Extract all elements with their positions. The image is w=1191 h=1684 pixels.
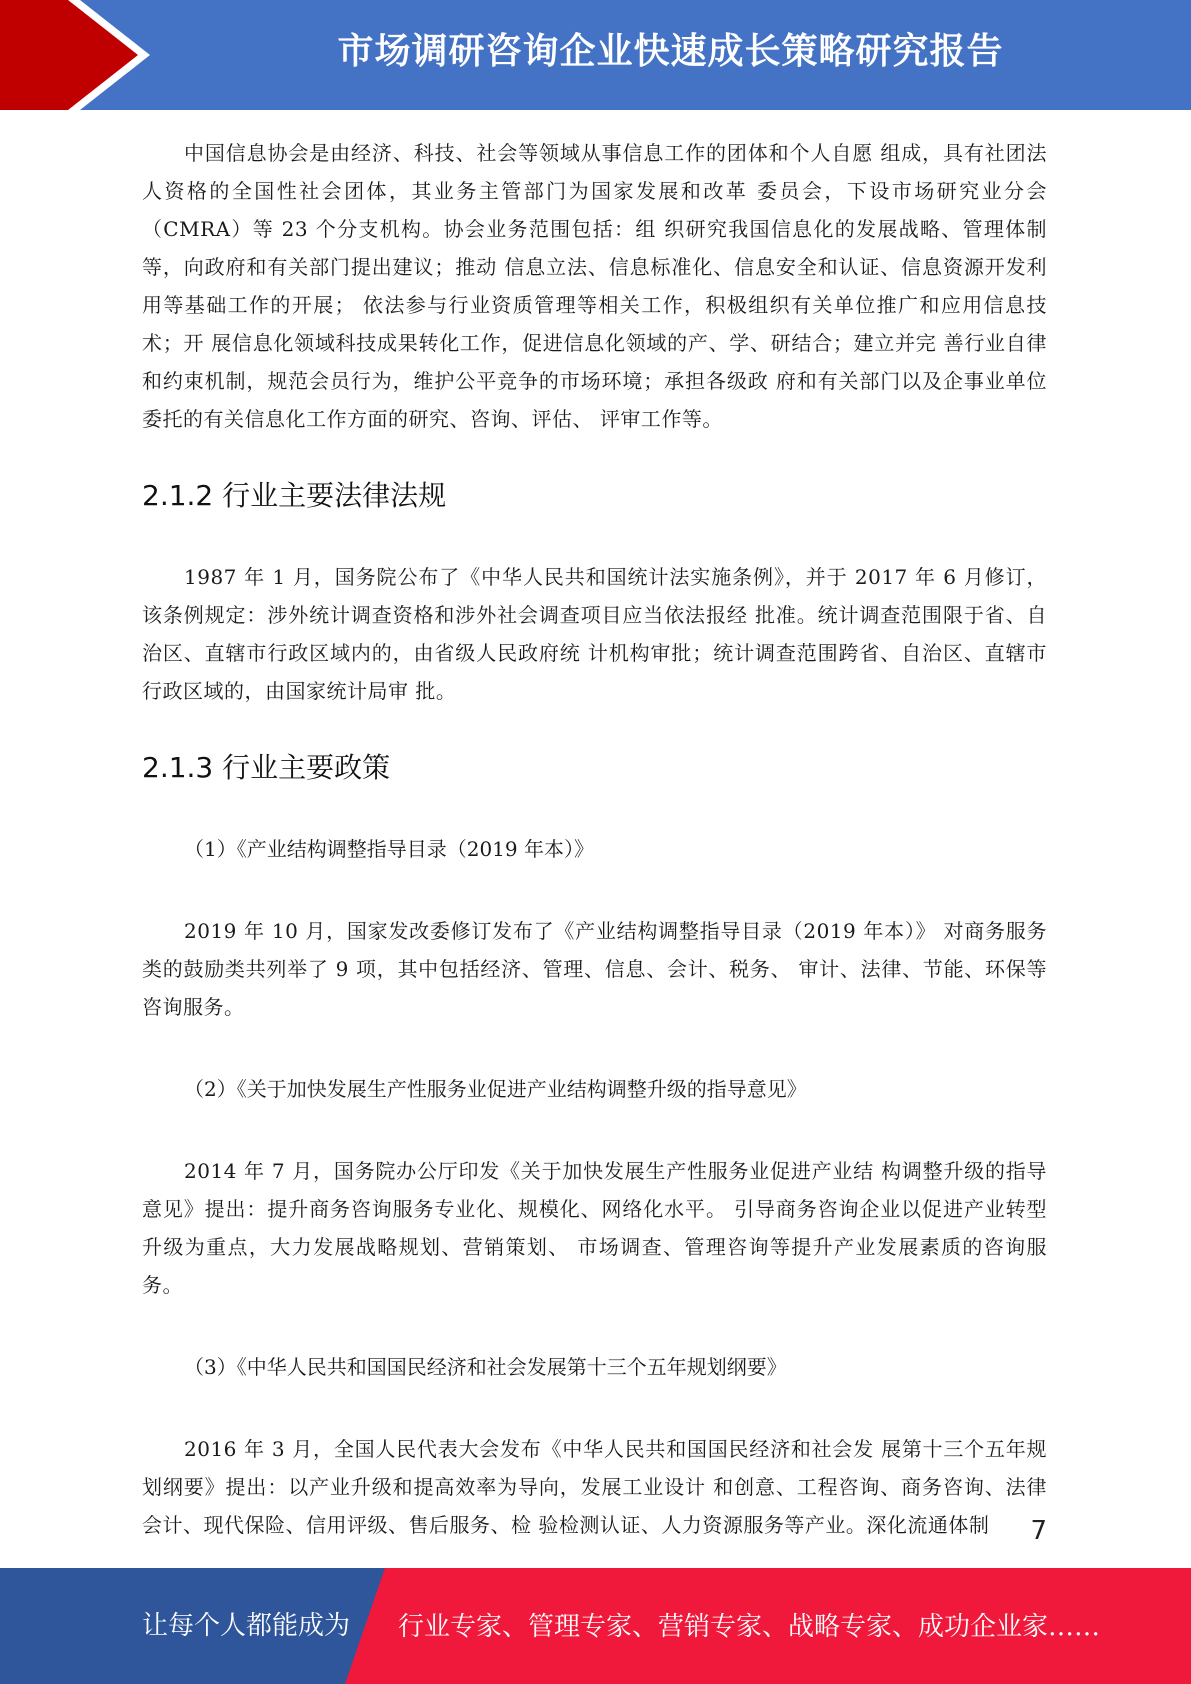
- laws-paragraph: 1987 年 1 月，国务院公布了《中华人民共和国统计法实施条例》，并于 2017 年 6 月修订，该条例规定：涉外统计调查资格和涉外社会调查项目应当依法报经 批准。统计调查范围限于省、自治区、直辖市行政区域内的，由省级人民政府统 计机构审批；统计调查范围跨省、自治区、直辖市行政区域的，由国家统计局审 批。: [142, 565, 1047, 703]
- footer-slogan-left: 让每个人都能成为: [142, 1611, 351, 1641]
- page-header: [0, 0, 1191, 110]
- section-heading-2-1-2: 2.1.2 行业主要法律法规: [142, 479, 447, 512]
- policy-item-paragraph: 2014 年 7 月，国务院办公厅印发《关于加快发展生产性服务业促进产业结 构调整升级的指导意见》提出：提升商务咨询服务专业化、规模化、网络化水平。 引导商务咨询企业以促进产业转型升级为重点，大力发展战略规划、营销策划、 市场调查、管理咨询等提升产业发展素质的咨询服务。: [142, 1159, 1047, 1297]
- header-chevron: [0, 0, 140, 110]
- policy-item-title: （3）《中华人民共和国国民经济和社会发展第十三个五年规划纲要》: [184, 1355, 787, 1379]
- policy-item-paragraph: 2019 年 10 月，国家发改委修订发布了《产业结构调整指导目录（2019 年本）》 对商务服务类的鼓励类共列举了 9 项，其中包括经济、管理、信息、会计、税务、 审计、法律、节能、环保等咨询服务。: [142, 919, 1047, 1019]
- intro-paragraph: 中国信息协会是由经济、科技、社会等领域从事信息工作的团体和个人自愿 组成，具有社团法人资格的全国性社会团体，其业务主管部门为国家发展和改革 委员会，下设市场研究业分会（CMRA）等 23 个分支机构。协会业务范围包括：组 织研究我国信息化的发展战略、管理体制等，向政府和有关部门提出建议；推动 信息立法、信息标准化、信息安全和认证、信息资源开发利用等基础工作的开展； 依法参与行业资质管理等相关工作，积极组织有关单位推广和应用信息技术；开 展信息化领域科技成果转化工作，促进信息化领域的产、学、研结合；建立并完 善行业自律和约束机制，规范会员行为，维护公平竞争的市场环境；承担各级政 府和有关部门以及企事业单位委托的有关信息化工作方面的研究、咨询、评估、 评审工作等。: [142, 141, 1047, 431]
- policy-item-title: （1）《产业结构调整指导目录（2019 年本）》: [184, 837, 594, 861]
- document-body: [142, 134, 1047, 1544]
- section-heading-2-1-3: 2.1.3 行业主要政策: [142, 751, 391, 784]
- page-footer: [0, 1568, 1191, 1684]
- policy-item-paragraph: 2016 年 3 月，全国人民代表大会发布《中华人民共和国国民经济和社会发 展第十三个五年规划纲要》提出：以产业升级和提高效率为导向，发展工业设计 和创意、工程咨询、商务咨询、法律会计、现代保险、信用评级、售后服务、检 验检测认证、人力资源服务等产业。深化流通体制: [142, 1437, 1047, 1537]
- page-number: 7: [1030, 1516, 1047, 1546]
- page-title: 市场调研咨询企业快速成长策略研究报告: [337, 31, 1004, 72]
- footer-slogan-right: 行业专家、管理专家、营销专家、战略专家、成功企业家……: [398, 1612, 1101, 1642]
- policy-item-title: （2）《关于加快发展生产性服务业促进产业结构调整升级的指导意见》: [184, 1077, 807, 1101]
